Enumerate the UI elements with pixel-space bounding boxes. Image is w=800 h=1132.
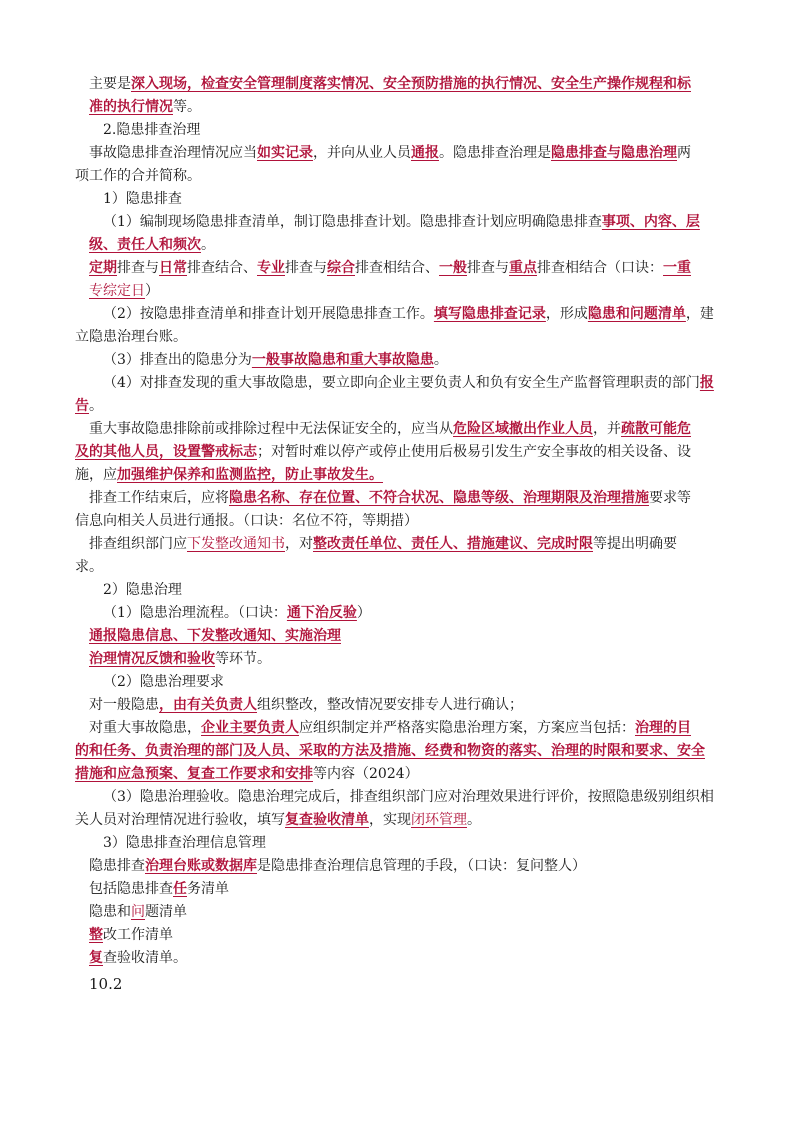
highlight: 重点	[509, 260, 537, 276]
text: 排查工作结束后，应将	[89, 490, 229, 506]
highlight: 措施和应急预案、复查工作要求和安排	[75, 766, 313, 782]
text: （2）按隐患排查清单和排查计划开展隐患排查工作。	[103, 306, 434, 322]
highlight: 复查验收清单	[285, 812, 369, 828]
text: 两	[677, 145, 691, 161]
highlight: 闭环管理	[411, 812, 467, 828]
text: 排查组织部门应	[89, 536, 187, 552]
text-line: 立隐患治理台账。	[75, 329, 187, 345]
section-heading: 2.隐患排查治理	[103, 122, 201, 138]
text: 排查与	[285, 260, 327, 276]
highlight: 级、责任人和频次	[89, 237, 201, 253]
highlight: 一般事故隐患和重大事故隐患	[251, 352, 434, 368]
highlight: ，由有关负责人	[159, 697, 257, 713]
highlight: 及的其他人员，设置警戒标志	[75, 444, 257, 460]
text-line	[89, 419, 691, 439]
text: 。	[89, 398, 103, 414]
highlight: 任	[173, 881, 187, 897]
text: 排查结合、	[187, 260, 257, 276]
text-line	[103, 603, 371, 623]
highlight: 报	[699, 375, 714, 391]
highlight: 通报隐患信息、下发整改通知、实施治理	[89, 628, 341, 644]
text-line	[89, 879, 229, 899]
text: 关人员对治理情况进行验收，填写	[75, 812, 285, 828]
text-line	[103, 373, 714, 393]
highlight: 准的执行情况	[89, 99, 173, 115]
text-line	[89, 902, 187, 922]
text: 是隐患排查治理信息管理的手段，（口诀：复问整人）	[257, 858, 586, 874]
text-line	[89, 281, 159, 301]
text: 主要是	[89, 76, 131, 92]
text-line: 信息向相关人员进行通报。（口诀：名位不符，等期措）	[75, 513, 418, 529]
text: 改工作清单	[103, 927, 173, 943]
highlight: 治理台账或数据库	[145, 858, 257, 874]
highlight: 深入现场，检查安全管理制度落实情况、安全预防措施的执行情况、安全生产操作规程和标	[131, 76, 691, 92]
text: 排查相结合（口诀：	[537, 260, 663, 276]
highlight: 问	[131, 904, 145, 920]
highlight: 疏散可能危	[621, 421, 691, 437]
highlight: 的和任务、负责治理的部门及人员、采取的方法及措施、经费和物资的落实、治理的时限和要求、安全	[75, 743, 705, 759]
highlight: 专综定日	[89, 283, 145, 299]
text: ，形成	[545, 306, 588, 322]
text-line	[89, 718, 691, 738]
text: 排查相结合、	[355, 260, 439, 276]
text: ，对	[285, 536, 313, 552]
text: ，并向从业人员	[313, 145, 411, 161]
text: （3）排查出的隐患分为	[103, 352, 252, 368]
text-line	[89, 143, 691, 163]
text-line	[75, 764, 419, 784]
text: 。	[201, 237, 215, 253]
text-line	[89, 856, 586, 876]
text: 排查与	[117, 260, 159, 276]
section-number: 10.2	[89, 975, 123, 993]
text-line	[75, 465, 383, 485]
text: 等环节。	[215, 651, 271, 667]
text-line	[75, 442, 691, 462]
highlight: 告	[75, 398, 89, 414]
text-line	[89, 626, 341, 646]
highlight: 隐患和问题清单	[587, 306, 686, 322]
highlight: 整改责任单位、责任人、措施建议、完成时限	[313, 536, 593, 552]
highlight: 事项、内容、层	[601, 214, 700, 230]
text-line	[89, 488, 691, 508]
text: ，建	[685, 306, 714, 322]
text: （3）隐患治理验收。隐患治理完成后，排查组织部门应对治理效果进行评价，按照隐患级别组织相	[103, 789, 714, 805]
text: （1）编制现场隐患排查清单，制订隐患排查计划。隐患排查计划应明确隐患排查	[103, 214, 602, 230]
highlight: 治理情况反馈和验收	[89, 651, 215, 667]
text: 隐患和	[89, 904, 131, 920]
text: ）	[145, 283, 159, 299]
text: 要求等	[649, 490, 691, 506]
text: 。	[467, 812, 481, 828]
highlight: 定期	[89, 260, 117, 276]
highlight: 复	[89, 950, 103, 966]
highlight: 整	[89, 927, 103, 943]
text: 等。	[173, 99, 201, 115]
text-line	[89, 258, 691, 278]
highlight: 一重	[663, 260, 691, 276]
text: 。隐患排查治理是	[439, 145, 551, 161]
text: 隐患排查	[89, 858, 145, 874]
text: ，实现	[369, 812, 411, 828]
highlight: 隐患排查与隐患治理	[551, 145, 677, 161]
text: 等内容（2024）	[313, 766, 419, 782]
text-line	[103, 212, 700, 232]
highlight: 隐患名称、存在位置、不符合状况、隐患等级、治理期限及治理措施	[229, 490, 649, 506]
section-heading: （2）隐患治理要求	[103, 674, 224, 690]
text: ；对暂时难以停产或停止使用后极易引发生产安全事故的相关设备、设	[257, 444, 691, 460]
text-line	[89, 649, 271, 669]
text: 等提出明确要	[593, 536, 677, 552]
text: 应组织制定并严格落实隐患治理方案，方案应当包括：	[299, 720, 635, 736]
text-line: 项工作的合并简称。	[75, 168, 201, 184]
text-line	[75, 810, 481, 830]
section-heading: 2）隐患治理	[103, 582, 182, 598]
text-line	[89, 534, 677, 554]
text-line	[89, 97, 201, 117]
highlight: 填写隐患排查记录	[433, 306, 546, 322]
text-line	[103, 350, 448, 370]
text: 务清单	[187, 881, 229, 897]
text-line: 求。	[75, 559, 103, 575]
highlight: 如实记录	[257, 145, 313, 161]
highlight: 日常	[159, 260, 187, 276]
text: 事故隐患排查治理情况应当	[89, 145, 257, 161]
highlight: 加强维护保养和监测监控，防止事故发生。	[117, 467, 383, 483]
text-line	[103, 787, 714, 807]
text-line	[103, 304, 714, 324]
text: 对重大事故隐患，	[89, 720, 201, 736]
text-line	[75, 741, 705, 761]
text-line	[89, 925, 173, 945]
text: （1）隐患治理流程。（口诀：	[103, 605, 287, 621]
highlight: 通下治反验	[286, 605, 357, 621]
text: （4）对排查发现的重大事故隐患，要立即向企业主要负责人和负有安全生产监督管理职责的部门	[103, 375, 700, 391]
highlight: 企业主要负责人	[201, 720, 299, 736]
text-line	[89, 695, 523, 715]
highlight: 专业	[257, 260, 285, 276]
text: 查验收清单。	[103, 950, 187, 966]
text: 施，应	[75, 467, 117, 483]
highlight: 通报	[411, 145, 439, 161]
text-line	[89, 74, 691, 94]
text: ）	[356, 605, 371, 621]
text-line	[89, 948, 187, 968]
highlight: 治理的目	[635, 720, 691, 736]
text: 对一般隐患	[89, 697, 159, 713]
text: 组织整改，整改情况要安排专人进行确认；	[257, 697, 523, 713]
text: 排查与	[467, 260, 509, 276]
text-line	[75, 396, 103, 416]
highlight: 下发整改通知书	[187, 536, 285, 552]
text: 题清单	[145, 904, 187, 920]
highlight: 一般	[439, 260, 467, 276]
section-heading: 3）隐患排查治理信息管理	[103, 835, 266, 851]
highlight: 危险区域撤出作业人员	[453, 421, 593, 437]
text: 包括隐患排查	[89, 881, 173, 897]
text: ，并	[593, 421, 621, 437]
highlight: 综合	[327, 260, 355, 276]
text: 。	[433, 352, 448, 368]
text: 重大事故隐患排除前或排除过程中无法保证安全的，应当从	[89, 421, 453, 437]
section-heading: 1）隐患排查	[103, 191, 182, 207]
text-line	[89, 235, 215, 255]
